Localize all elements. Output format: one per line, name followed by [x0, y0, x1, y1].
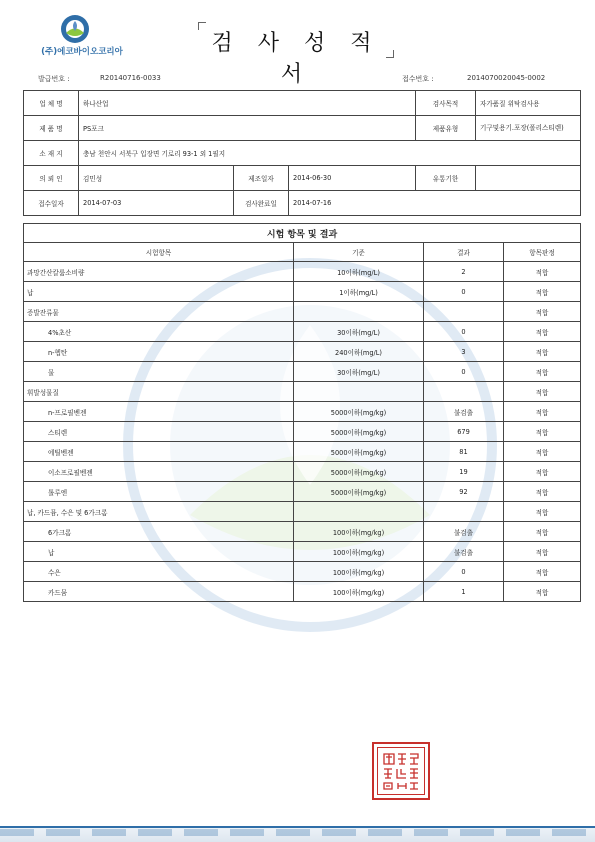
purpose-label: 검사목적 — [416, 91, 476, 116]
result-standard-cell: 100이하(mg/kg) — [294, 542, 424, 562]
result-row — [24, 442, 581, 462]
result-item-cell: n-프로필벤젠 — [24, 402, 294, 422]
result-verdict-cell: 적합 — [504, 342, 581, 362]
result-verdict-cell: 적합 — [504, 282, 581, 302]
result-verdict-cell: 적합 — [504, 582, 581, 602]
result-verdict-cell: 적합 — [504, 482, 581, 502]
result-standard-cell: 5000이하(mg/kg) — [294, 482, 424, 502]
result-value-cell — [424, 302, 504, 322]
result-verdict-cell: 적합 — [504, 522, 581, 542]
info-row — [24, 116, 581, 141]
result-verdict-cell: 적합 — [504, 462, 581, 482]
receipt-date-value: 2014-07-03 — [79, 191, 234, 216]
result-row — [24, 402, 581, 422]
result-item-cell: 6가크롬 — [24, 522, 294, 542]
result-standard-cell: 100이하(mg/kg) — [294, 522, 424, 542]
column-header-standard: 기준 — [294, 243, 424, 262]
result-item-cell: 에틸벤젠 — [24, 442, 294, 462]
results-column-header-row — [24, 243, 581, 262]
results-section-title: 시험 항목 및 결과 — [24, 224, 581, 243]
result-standard-cell: 5000이하(mg/kg) — [294, 442, 424, 462]
result-verdict-cell: 적합 — [504, 442, 581, 462]
company-seal-stamp — [372, 742, 430, 800]
result-row — [24, 502, 581, 522]
result-standard-cell — [294, 302, 424, 322]
result-item-cell: 물 — [24, 362, 294, 382]
complete-date-value: 2014-07-16 — [289, 191, 581, 216]
purpose-value: 자가품질 위탁검사용 — [476, 91, 581, 116]
receipt-date-label: 접수일자 — [24, 191, 79, 216]
result-value-cell — [424, 382, 504, 402]
result-item-cell: 납 — [24, 282, 294, 302]
result-verdict-cell: 적합 — [504, 562, 581, 582]
result-verdict-cell: 적합 — [504, 262, 581, 282]
result-standard-cell: 5000이하(mg/kg) — [294, 462, 424, 482]
result-item-cell: 이소프로필벤젠 — [24, 462, 294, 482]
result-row — [24, 322, 581, 342]
result-item-cell: 휘발성물질 — [24, 382, 294, 402]
result-verdict-cell: 적합 — [504, 502, 581, 522]
result-row — [24, 302, 581, 322]
product-type-label: 제품유형 — [416, 116, 476, 141]
result-item-cell: 증발잔류물 — [24, 302, 294, 322]
result-row — [24, 562, 581, 582]
result-row — [24, 262, 581, 282]
result-standard-cell: 1이하(mg/L) — [294, 282, 424, 302]
company-name: (주)에코바이오코리아 — [41, 47, 123, 57]
result-value-cell — [424, 502, 504, 522]
requester-label: 의 뢰 인 — [24, 166, 79, 191]
company-value: 하나산업 — [79, 91, 416, 116]
result-item-cell: 납 — [24, 542, 294, 562]
result-verdict-cell: 적합 — [504, 362, 581, 382]
result-item-cell: 수은 — [24, 562, 294, 582]
result-value-cell: 3 — [424, 342, 504, 362]
result-item-cell: 4%초산 — [24, 322, 294, 342]
result-standard-cell: 30이하(mg/L) — [294, 362, 424, 382]
title-corner-mark — [386, 50, 394, 58]
result-value-cell: 679 — [424, 422, 504, 442]
result-verdict-cell: 적합 — [504, 322, 581, 342]
mfg-date-value: 2014-06-30 — [289, 166, 416, 191]
result-standard-cell: 100이하(mg/kg) — [294, 562, 424, 582]
info-row — [24, 141, 581, 166]
result-row — [24, 282, 581, 302]
footer-line — [0, 826, 595, 828]
mfg-date-label: 제조일자 — [234, 166, 289, 191]
result-value-cell: 0 — [424, 282, 504, 302]
column-header-result: 결과 — [424, 243, 504, 262]
result-standard-cell: 5000이하(mg/kg) — [294, 422, 424, 442]
result-row — [24, 522, 581, 542]
result-item-cell: 톨루엔 — [24, 482, 294, 502]
result-standard-cell: 30이하(mg/L) — [294, 322, 424, 342]
result-verdict-cell: 적합 — [504, 382, 581, 402]
complete-date-label: 검사완료일 — [234, 191, 289, 216]
result-verdict-cell: 적합 — [504, 302, 581, 322]
issue-number-value: R20140716-0033 — [100, 74, 161, 82]
result-value-cell: 19 — [424, 462, 504, 482]
info-row — [24, 91, 581, 116]
result-value-cell: 불검출 — [424, 542, 504, 562]
result-row — [24, 342, 581, 362]
results-section-title-row — [24, 224, 581, 243]
document-title-wrap — [196, 22, 396, 87]
column-header-verdict: 항목판정 — [504, 243, 581, 262]
result-value-cell: 81 — [424, 442, 504, 462]
result-row — [24, 362, 581, 382]
result-standard-cell — [294, 502, 424, 522]
result-standard-cell: 5000이하(mg/kg) — [294, 402, 424, 422]
result-item-cell: n-헵탄 — [24, 342, 294, 362]
info-row — [24, 166, 581, 191]
result-value-cell: 불검출 — [424, 402, 504, 422]
footer-band — [0, 826, 595, 842]
result-item-cell: 스티렌 — [24, 422, 294, 442]
result-row — [24, 582, 581, 602]
company-logo — [22, 14, 142, 60]
result-value-cell: 0 — [424, 362, 504, 382]
result-row — [24, 422, 581, 442]
product-type-value: 기구및용기.포장(폴리스티렌) — [476, 116, 581, 141]
issue-number-label: 발급번호 : — [38, 75, 70, 83]
info-row — [24, 191, 581, 216]
result-verdict-cell: 적합 — [504, 402, 581, 422]
company-label: 업 체 명 — [24, 91, 79, 116]
expiry-label: 유통기한 — [416, 166, 476, 191]
result-verdict-cell: 적합 — [504, 542, 581, 562]
result-item-cell: 납, 카드뮴, 수은 및 6가크롬 — [24, 502, 294, 522]
address-value: 충남 천안시 서북구 입장면 기로리 93-1 외 1필지 — [79, 141, 581, 166]
result-standard-cell: 10이하(mg/L) — [294, 262, 424, 282]
results-table — [23, 223, 581, 602]
expiry-value — [476, 166, 581, 191]
result-item-cell: 과망간산칼륨소비량 — [24, 262, 294, 282]
result-value-cell: 2 — [424, 262, 504, 282]
result-standard-cell: 100이하(mg/kg) — [294, 582, 424, 602]
company-logo-icon — [60, 14, 90, 44]
result-row — [24, 462, 581, 482]
result-value-cell: 92 — [424, 482, 504, 502]
result-value-cell: 1 — [424, 582, 504, 602]
product-value: PS포크 — [79, 116, 416, 141]
result-value-cell: 0 — [424, 322, 504, 342]
column-header-item: 시험항목 — [24, 243, 294, 262]
document-title: 검 사 성 적 서 — [211, 31, 381, 87]
result-row — [24, 542, 581, 562]
address-label: 소 재 지 — [24, 141, 79, 166]
result-standard-cell — [294, 382, 424, 402]
result-value-cell: 0 — [424, 562, 504, 582]
result-row — [24, 482, 581, 502]
requester-value: 김민성 — [79, 166, 234, 191]
info-table — [23, 90, 581, 216]
footer-pattern — [0, 829, 595, 836]
product-label: 제 품 명 — [24, 116, 79, 141]
seal-glyph-icon — [374, 744, 428, 798]
receipt-number-label: 접수번호 : — [402, 75, 434, 83]
receipt-number-value: 2014070020045-0002 — [467, 74, 546, 82]
result-item-cell: 카드뮴 — [24, 582, 294, 602]
result-row — [24, 382, 581, 402]
results-body — [24, 262, 581, 602]
result-standard-cell: 240이하(mg/L) — [294, 342, 424, 362]
result-value-cell: 불검출 — [424, 522, 504, 542]
result-verdict-cell: 적합 — [504, 422, 581, 442]
